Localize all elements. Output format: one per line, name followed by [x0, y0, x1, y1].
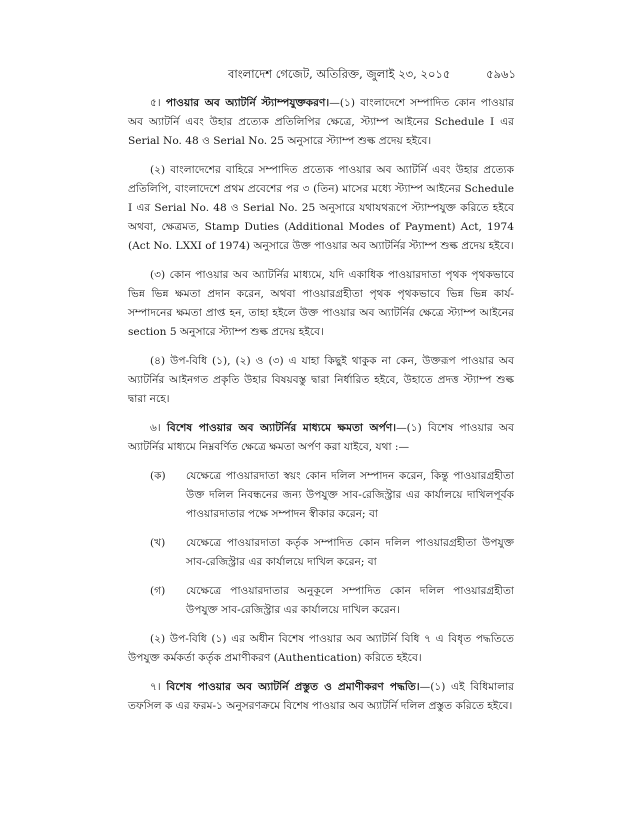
- clause-label: (ক): [150, 470, 166, 482]
- section-5-text-1: —(১) বাংলাদেশে সম্পাদিত কোন পাওয়ার অব অ্যাটর্নি এবং উহার প্রত্যেক প্রতিলিপির ক্ষেত্রে, স্ট্যাম্প আইনের Schedule I এর Serial No. 48 ও Serial No. 25 অনুসারে স্ট্যাম্প শুল্ক প্রদেয় হইবে।: [128, 97, 514, 147]
- section-6-paragraph-1: [128, 419, 514, 457]
- section-5-paragraph-2: (২) বাংলাদেশের বাহিরে সম্পাদিত প্রত্যেক পাওয়ার অব অ্যাটর্নি এবং উহার প্রত্যেক প্রতিলিপি, বাংলাদেশে প্রথম প্রবেশের পর ৩ (তিন) মাসের মধ্যে স্ট্যাম্প আইনের Schedule I এর Serial No. 48 ও Serial No. 25 অনুসারে যথাযথরূপে স্ট্যাম্পযুক্ত করিতে হইবে অথবা, ক্ষেত্রমত, Stamp Duties (Additional Modes of Payment) Act, 1974 (Act No. LXXI of 1974) অনুসারে উক্ত পাওয়ার অব অ্যাটর্নির স্ট্যাম্প শুল্ক প্রদেয় হইবে।: [128, 164, 514, 252]
- clause-text: যেক্ষেত্রে পাওয়ারদাতার অনুকূলে সম্পাদিত কোন দলিল পাওয়ারগ্রহীতা উপযুক্ত সাব-রেজিস্ট্রার এর কার্যালয়ে দাখিল করেন।: [186, 585, 514, 616]
- section-5-heading: পাওয়ার অব অ্যাটর্নি স্ট্যাম্পযুক্তকরণ।: [165, 97, 330, 109]
- section-7-paragraph-1: [128, 678, 514, 716]
- section-5-paragraph-3: (৩) কোন পাওয়ার অব অ্যাটর্নির মাধ্যমে, যদি একাধিক পাওয়ারদাতা পৃথক পৃথকভাবে ভিন্ন ভিন্ন ক্ষমতা প্রদান করেন, অথবা পাওয়ারগ্রহীতা পৃথক পৃথকভাবে ভিন্ন ভিন্ন কার্য-সম্পাদনের ক্ষমতা প্রাপ্ত হন, তাহা হইলে উক্ত পাওয়ার অব অ্যাটর্নির ক্ষেত্রে স্ট্যাম্প আইনের section 5 অনুসারে স্ট্যাম্প শুল্ক প্রদেয় হইবে।: [128, 269, 514, 338]
- document-body: [128, 94, 514, 726]
- section-6-clause-ga: [128, 582, 514, 620]
- section-5-number: ৫।: [150, 97, 161, 109]
- clause-text: যেক্ষেত্রে পাওয়ারদাতা কর্তৃক সম্পাদিত কোন দলিল পাওয়ারগ্রহীতা উপযুক্ত সাব-রেজিস্ট্রার এর কার্যালয়ে দাখিল করেন; বা: [186, 537, 514, 568]
- page-header: [130, 66, 516, 86]
- section-7-number: ৭।: [150, 681, 161, 693]
- section-6-paragraph-2: (২) উপ-বিধি (১) এর অধীন বিশেষ পাওয়ার অব অ্যাটর্নি বিধি ৭ এ বিধৃত পদ্ধতিতে উপযুক্ত কর্মকর্তা কর্তৃক প্রমাণীকরণ (Authentication) করিতে হইবে।: [128, 633, 514, 664]
- section-6-clause-kha: [128, 534, 514, 572]
- section-7-text-1: —(১) এই বিধিমালার তফসিল ক এর ফরম-১ অনুসরণক্রমে বিশেষ পাওয়ার অব অ্যাটর্নি দলিল প্রস্তুত করিতে হইবে।: [128, 681, 514, 712]
- gazette-header-title: বাংলাদেশ গেজেট, অতিরিক্ত, জুলাই ২৩, ২০১৫: [228, 67, 451, 81]
- clause-label: (খ): [150, 537, 166, 549]
- section-6-number: ৬।: [150, 422, 161, 434]
- section-6-heading: বিশেষ পাওয়ার অব অ্যাটর্নির মাধ্যমে ক্ষমতা অর্পণ।: [166, 422, 397, 434]
- clause-text: যেক্ষেত্রে পাওয়ারদাতা স্বয়ং কোন দলিল সম্পাদন করেন, কিন্তু পাওয়ারগ্রহীতা উক্ত দলিল নিবন্ধনের জন্য উপযুক্ত সাব-রেজিস্ট্রার এর কার্যালয়ে দাখিলপূর্বক পাওয়ারদাতার পক্ষে সম্পাদন স্বীকার করেন; বা: [186, 470, 514, 520]
- page-number: ৫৯৬১: [486, 67, 516, 81]
- section-6-text-1: —(১) বিশেষ পাওয়ার অব অ্যাটর্নির মাধ্যমে নিম্নবর্ণিত ক্ষেত্রে ক্ষমতা অর্পণ করা যাইবে, যথা :—: [128, 422, 515, 453]
- section-6-clause-ka: [128, 467, 514, 524]
- section-5-paragraph-4: (৪) উপ-বিধি (১), (২) ও (৩) এ যাহা কিছুই থাকুক না কেন, উক্তরূপ পাওয়ার অব অ্যাটর্নির আইনগত প্রকৃতি উহার বিষয়বস্তু দ্বারা নির্ধারিত হইবে, উহাতে প্রদত্ত স্ট্যাম্প শুল্ক দ্বারা নহে।: [128, 355, 514, 405]
- clause-label: (গ): [150, 585, 166, 597]
- section-7-heading: বিশেষ পাওয়ার অব অ্যাটর্নি প্রস্তুত ও প্রমাণীকরণ পদ্ধতি।: [166, 681, 420, 693]
- section-5-paragraph-1: [128, 94, 514, 151]
